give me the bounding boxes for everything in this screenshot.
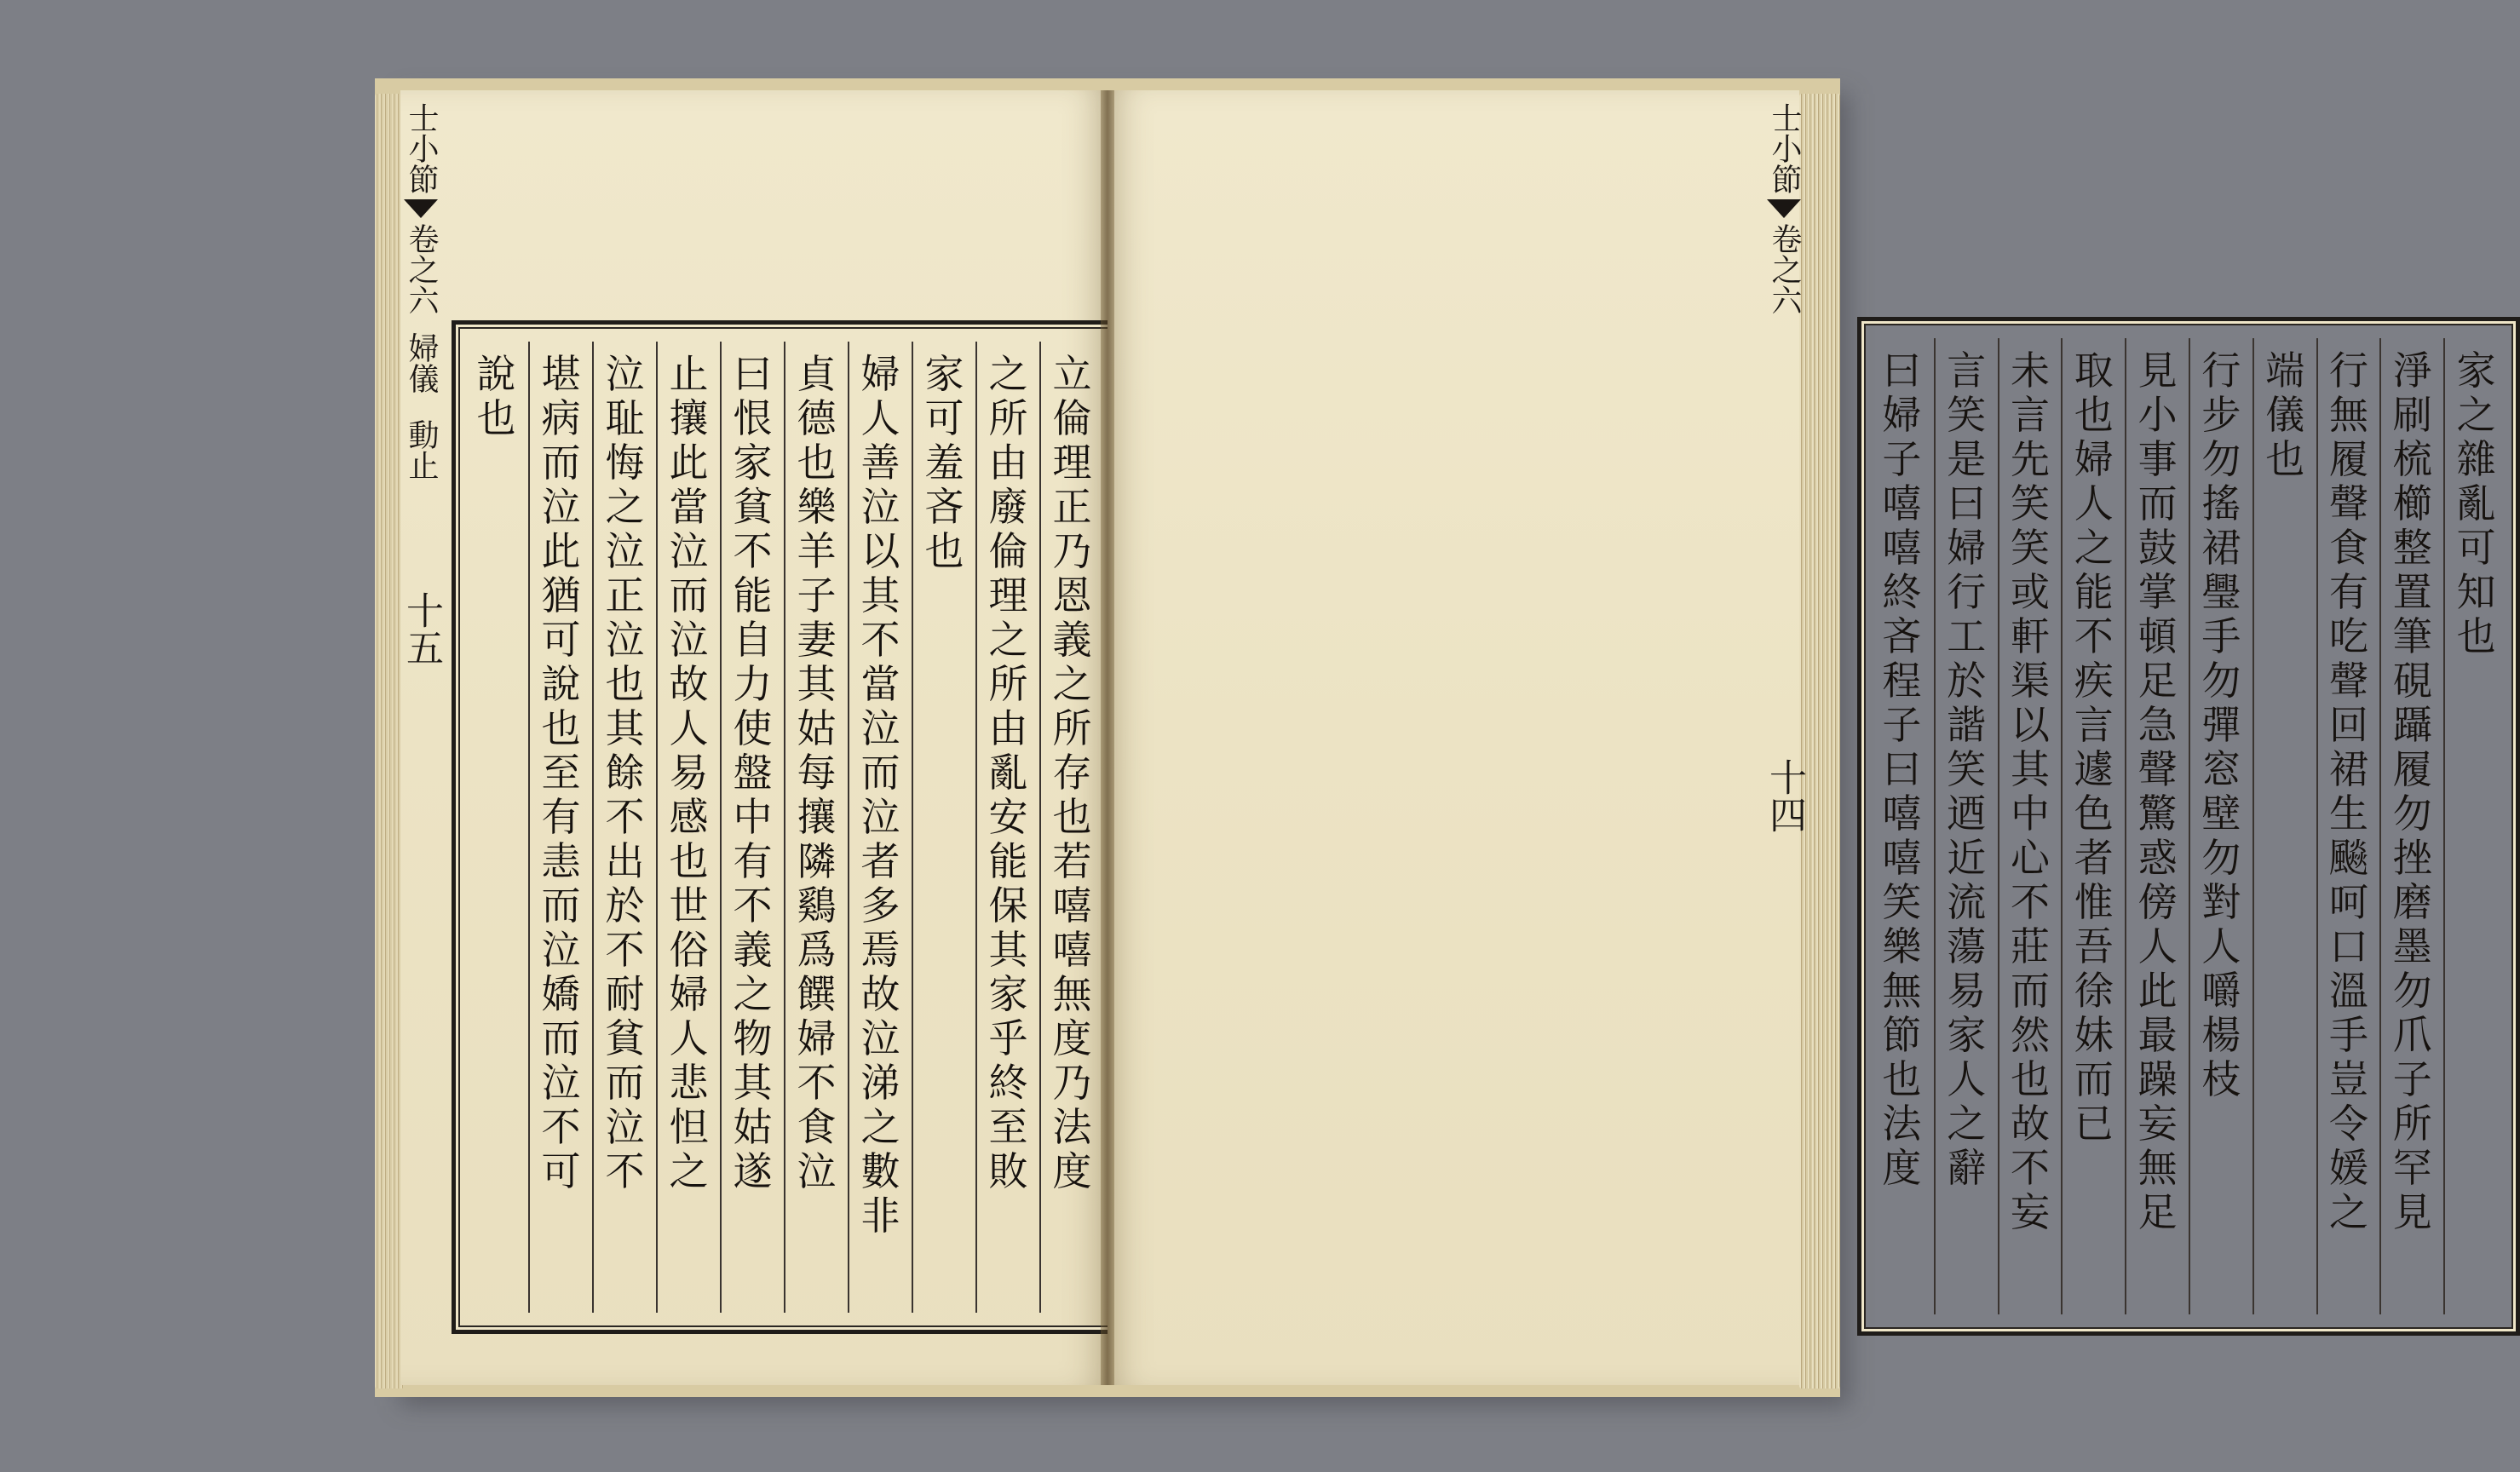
left-text-column: 說 也 [476, 351, 516, 441]
left-text-column: 堪 病 而 泣 此 猶 可 說 也 至 有 恚 而 泣 嬌 而 泣 不 可 [528, 342, 592, 1313]
right-banxin [1763, 102, 1804, 1090]
right-banxin-title: 士小節 [1767, 102, 1802, 194]
left-text-column: 立 倫 理 正 乃 恩 義 之 所 存 也 若 嘻 嘻 無 度 乃 法 度 [1039, 342, 1103, 1313]
left-page-edges [375, 94, 404, 1389]
left-page-number: 十五 [400, 591, 443, 666]
left-leaf [400, 90, 1108, 1385]
book-gutter [1101, 90, 1114, 1385]
left-banxin-subsection: 動止 [404, 419, 439, 480]
left-banxin [400, 102, 441, 1090]
left-text-column: 泣 耻 悔 之 泣 正 泣 也 其 餘 不 出 於 不 耐 貧 而 泣 不 [592, 342, 656, 1313]
left-text-column: 婦 人 善 泣 以 其 不 當 泣 而 泣 者 多 焉 故 泣 涕 之 數 非 [848, 342, 912, 1313]
right-text-frame [1857, 317, 2520, 1336]
left-banxin-title: 士小節 [404, 102, 439, 194]
fish-tail-icon [404, 199, 438, 218]
right-text-column: 行 步 勿 搖 裙 璺 手 勿 彈 窓 壁 勿 對 人 嚼 楊 枝 [2189, 338, 2252, 1314]
left-text-column: 貞 德 也 樂 羊 子 妻 其 姑 每 攘 隣 鷄 爲 饌 婦 不 食 泣 [784, 342, 848, 1313]
right-text-column: 淨 刷 梳 櫛 整 置 筆 硯 躡 履 勿 挫 磨 墨 勿 爪 子 所 罕 見 [2379, 338, 2443, 1314]
left-text-column: 之 所 由 廢 倫 理 之 所 由 亂 安 能 保 其 家 乎 終 至 敗 [975, 342, 1039, 1313]
right-text-column: 言 笑 是 曰 婦 行 工 於 諧 笑 迺 近 流 蕩 易 家 人 之 辭 [1934, 338, 1998, 1314]
right-leaf [1108, 90, 2496, 1385]
left-banxin-volume: 卷之六 [404, 223, 439, 315]
right-text-column: 家 之 雜 亂 可 知 也 [2443, 338, 2507, 1314]
right-text-column: 端 儀 也 [2252, 338, 2316, 1314]
right-text-column: 未 言 先 笑 笑 或 軒 渠 以 其 中 心 不 莊 而 然 也 故 不 妄 [1998, 338, 2062, 1314]
right-page-edges [1799, 94, 1840, 1389]
left-text-frame [452, 320, 1116, 1334]
right-text-column: 行 無 履 聲 食 有 吃 聲 回 裙 生 飈 呵 口 溫 手 豈 令 媛 之 [2316, 338, 2380, 1314]
right-text-column: 曰 婦 子 嘻 嘻 終 吝 程 子 曰 嘻 嘻 笑 樂 無 節 也 法 度 [1882, 348, 1922, 1191]
right-text-column: 取 也 婦 人 之 能 不 疾 言 遽 色 者 惟 吾 徐 妹 而 已 [2061, 338, 2125, 1314]
left-banxin-section: 婦儀 [404, 332, 439, 394]
left-text-column: 止 攘 此 當 泣 而 泣 故 人 易 感 也 世 俗 婦 人 悲 怛 之 [656, 342, 720, 1313]
right-text-column: 見 小 事 而 鼓 掌 頓 足 急 聲 驚 惑 傍 人 此 最 躁 妄 無 足 [2125, 338, 2189, 1314]
open-book [375, 78, 2496, 1397]
right-page-number: 十四 [1763, 758, 1806, 833]
left-text-column: 家 可 羞 吝 也 [912, 342, 975, 1313]
right-banxin-volume: 卷之六 [1767, 223, 1802, 315]
fish-tail-icon [1767, 199, 1801, 218]
left-text-column: 曰 恨 家 貧 不 能 自 力 使 盤 中 有 不 義 之 物 其 姑 遂 [720, 342, 784, 1313]
